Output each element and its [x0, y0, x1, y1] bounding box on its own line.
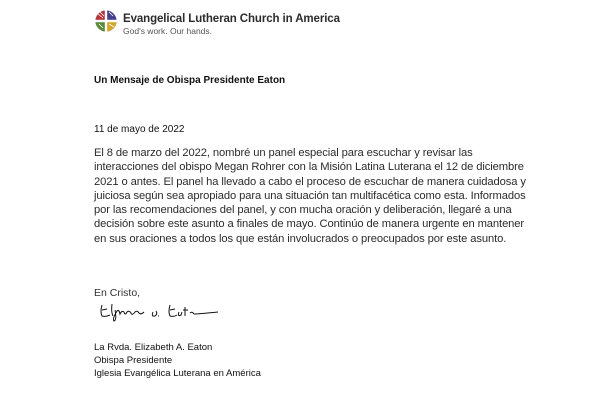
letter-closing: En Cristo,: [94, 287, 141, 299]
letter-body: El 8 de marzo del 2022, nombré un panel especial para escuchar y revisar las interacciones del obispo Megan Rohrer con la Misión Latina Luterana el 12 de diciembre 2021 o antes. El panel ha llevado a cabo el proceso de escuchar de manera cuidadosa y juiciosa según sea apropiado para una situación tan multifacética como esta. Informados por las recomendaciones del panel, y con mucha oración y deliberación, llegaré a una decisión sobre este asunto a finales de mayo. Continúo de manera urgente en mantener en sus oraciones a todos los que están involucrados o preocupados por este asunto.: [94, 147, 526, 245]
letter-title: Un Mensaje de Obispa Presidente Eaton: [94, 75, 286, 86]
organization-name: Evangelical Lutheran Church in America: [123, 13, 340, 25]
handwritten-signature-icon: [98, 300, 223, 322]
elca-cross-logo-icon: [95, 8, 117, 34]
letterhead: [95, 8, 340, 36]
organization-tagline: God's work. Our hands.: [123, 26, 213, 36]
brand-text: [123, 8, 340, 36]
letter-date: 11 de mayo de 2022: [94, 124, 185, 135]
signatory-block: [94, 341, 261, 380]
signatory-name: La Rvda. Elizabeth A. Eaton: [94, 342, 213, 353]
signatory-role: Obispa Presidente: [94, 355, 173, 366]
signatory-organization: Iglesia Evangélica Luterana en América: [94, 368, 261, 379]
